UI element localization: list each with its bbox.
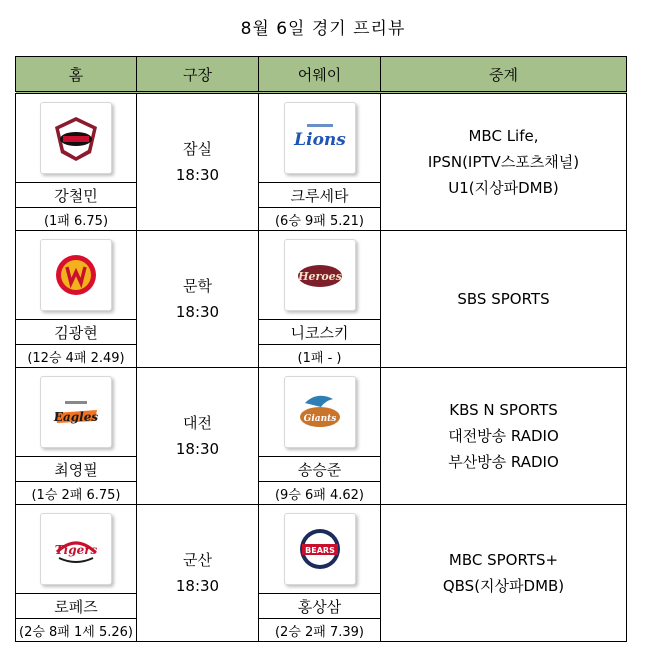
eagles-logo-icon — [40, 376, 112, 448]
broadcast-cell — [381, 93, 627, 231]
game-row — [16, 93, 627, 183]
game-row — [16, 368, 627, 457]
page-title: 8월 6일 경기 프리뷰 — [240, 19, 406, 39]
bears-logo-text: BEARS — [304, 546, 335, 555]
away-pitcher-record: (6승 9패 5.21) — [259, 208, 381, 231]
tigers-logo-text: Tigers — [54, 543, 98, 557]
home-logo-cell — [16, 368, 137, 457]
tigers-logo-icon — [40, 513, 112, 585]
ballpark-name: 군산 — [183, 551, 212, 569]
broadcast-cell — [381, 231, 627, 368]
away-pitcher: 니코스키 — [259, 320, 381, 345]
game-row — [16, 231, 627, 320]
home-pitcher-record: (12승 4패 2.49) — [16, 345, 137, 368]
away-logo-cell — [259, 93, 381, 183]
header-away: 어웨이 — [259, 57, 381, 93]
giants-logo-icon — [284, 376, 356, 448]
eagles-logo-text: Eagles — [53, 410, 99, 424]
header-home: 홈 — [16, 57, 137, 93]
ballpark-cell — [137, 368, 259, 505]
home-pitcher: 강철민 — [16, 183, 137, 208]
header-row — [16, 57, 627, 93]
ballpark-name: 잠실 — [183, 140, 212, 158]
home-pitcher: 최영필 — [16, 457, 137, 482]
game-time: 18:30 — [175, 577, 220, 595]
game-time: 18:30 — [175, 303, 220, 321]
home-pitcher: 김광현 — [16, 320, 137, 345]
wyverns-logo-icon — [40, 239, 112, 311]
home-pitcher-record: (1승 2패 6.75) — [16, 482, 137, 505]
away-pitcher-record: (2승 2패 7.39) — [259, 619, 381, 642]
broadcast-line: KBS N SPORTS — [449, 401, 558, 419]
home-logo-cell — [16, 93, 137, 183]
away-pitcher: 송승준 — [259, 457, 381, 482]
schedule-table — [15, 56, 627, 642]
away-pitcher-record: (1패 - ) — [259, 345, 381, 368]
broadcast-line: QBS(지상파DMB) — [442, 577, 565, 595]
home-logo-cell — [16, 505, 137, 594]
broadcast-line: 부산방송 RADIO — [448, 453, 559, 471]
home-pitcher-record: (2승 8패 1세 5.26) — [16, 619, 137, 642]
home-pitcher: 로페즈 — [16, 594, 137, 619]
giants-logo-text: Giants — [303, 414, 336, 424]
broadcast-line: U1(지상파DMB) — [448, 179, 559, 197]
ballpark-cell — [137, 505, 259, 642]
game-time: 18:30 — [175, 166, 220, 184]
broadcast-cell — [381, 505, 627, 642]
ballpark-name: 문학 — [183, 277, 212, 295]
header-ballpark: 구장 — [137, 57, 259, 93]
twins-logo-icon — [40, 102, 112, 174]
home-pitcher-record: (1패 6.75) — [16, 208, 137, 231]
ballpark-cell — [137, 231, 259, 368]
header-broadcast: 중계 — [381, 57, 627, 93]
away-logo-cell — [259, 368, 381, 457]
broadcast-cell — [381, 368, 627, 505]
ballpark-cell — [137, 93, 259, 231]
game-time: 18:30 — [175, 440, 220, 458]
heroes-logo-icon — [284, 239, 356, 311]
away-pitcher: 홍상삼 — [259, 594, 381, 619]
away-pitcher-record: (9승 6패 4.62) — [259, 482, 381, 505]
lions-logo-text: Lions — [293, 130, 346, 150]
heroes-logo-text: Heroes — [297, 270, 342, 283]
broadcast-line: MBC Life, — [468, 127, 539, 145]
away-logo-cell — [259, 231, 381, 320]
broadcast-line: SBS SPORTS — [457, 290, 550, 308]
lions-logo-icon — [284, 102, 356, 174]
ballpark-name: 대전 — [183, 414, 212, 432]
game-row — [16, 505, 627, 594]
broadcast-line: MBC SPORTS+ — [448, 551, 559, 569]
home-logo-cell — [16, 231, 137, 320]
away-pitcher: 크루세타 — [259, 183, 381, 208]
away-logo-cell — [259, 505, 381, 594]
broadcast-line: 대전방송 RADIO — [448, 427, 559, 445]
broadcast-line: IPSN(IPTV스포츠채널) — [427, 153, 580, 171]
bears-logo-icon — [284, 513, 356, 585]
